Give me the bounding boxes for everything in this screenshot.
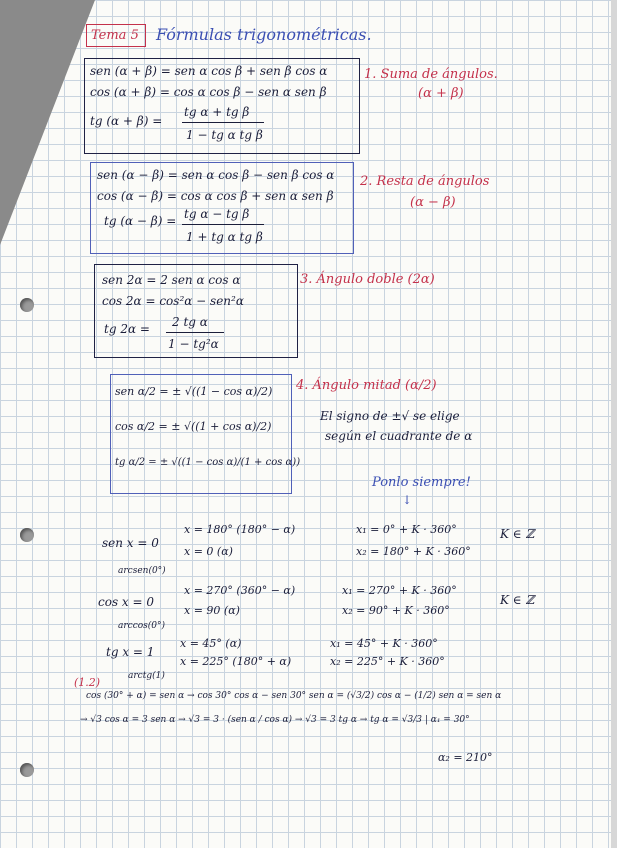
exercise-line-2: → √3 cos α = 3 sen α → √3 = 3 · (sen α / cos α) → √3 = 3 tg α → tg α = √3/3 | α₁ = 30° <box>80 715 470 725</box>
formula-cos-doble: cos 2α = cos²α − sen²α <box>102 294 244 308</box>
formula-tg-resta-den: 1 + tg α tg β <box>186 230 263 244</box>
formula-sen-suma: sen (α + β) = sen α cos β + sen β cos α <box>90 64 328 78</box>
eq-tg-sol-1: x₁ = 45° + K · 360° <box>330 637 438 650</box>
subheading-suma: (α + β) <box>418 86 464 101</box>
eq-cos-inverse: arccos(0°) <box>118 621 166 631</box>
eq-sen-lhs: sen x = 0 <box>102 536 159 550</box>
formula-tg-doble-den: 1 − tg²α <box>168 337 219 351</box>
formula-cos-resta: cos (α − β) = cos α cos β + sen α sen β <box>97 189 334 203</box>
arrow-down-icon: ↓ <box>402 493 413 507</box>
fraction-bar <box>182 224 264 225</box>
fraction-bar <box>166 332 224 333</box>
eq-cos-k: K ∈ ℤ <box>500 593 535 607</box>
heading-suma: 1. Suma de ángulos. <box>364 67 498 82</box>
formula-cos-suma: cos (α + β) = cos α cos β − sen α sen β <box>90 85 327 99</box>
eq-tg-branch-2: x = 225° (180° + α) <box>180 655 292 668</box>
eq-tg-lhs: tg x = 1 <box>106 645 155 659</box>
page-title: Fórmulas trigonométricas. <box>156 25 372 44</box>
folded-corner-shadow <box>0 0 95 245</box>
formula-tg-resta-lhs: tg (α − β) = <box>104 214 177 228</box>
eq-cos-lhs: cos x = 0 <box>98 595 155 609</box>
formula-tg-suma-num: tg α + tg β <box>184 105 250 119</box>
punch-hole <box>20 528 34 542</box>
punch-hole <box>20 763 34 777</box>
note-signo: El signo de ±√ se elige <box>320 409 460 423</box>
eq-tg-branch-1: x = 45° (α) <box>180 637 242 650</box>
formula-sen-resta: sen (α − β) = sen α cos β − sen β cos α <box>97 168 335 182</box>
formula-tg-doble-num: 2 tg α <box>172 315 208 329</box>
reminder-note: Ponlo siempre! <box>372 475 471 490</box>
formula-tg-suma-lhs: tg (α + β) = <box>90 114 163 128</box>
page-edge <box>611 0 617 848</box>
formula-sen-mitad: sen α/2 = ± √((1 − cos α)/2) <box>115 385 273 398</box>
eq-sen-branch-2: x = 0 (α) <box>184 545 233 558</box>
exercise-line-1: cos (30° + α) = sen α → cos 30° cos α − sen 30° sen α = (√3/2) cos α − (1/2) sen α = sen α <box>86 691 502 701</box>
formula-tg-suma-den: 1 − tg α tg β <box>186 128 263 142</box>
subheading-resta: (α − β) <box>410 195 456 210</box>
eq-tg-sol-2: x₂ = 225° + K · 360° <box>330 655 445 668</box>
punch-hole <box>20 298 34 312</box>
heading-resta: 2. Resta de ángulos <box>360 174 490 189</box>
fraction-bar <box>182 122 264 123</box>
eq-tg-inverse: arctg(1) <box>128 671 165 681</box>
formula-tg-mitad: tg α/2 = ± √((1 − cos α)/(1 + cos α)) <box>115 457 301 468</box>
eq-sen-sol-1: x₁ = 0° + K · 360° <box>356 523 457 536</box>
eq-cos-branch-2: x = 90 (α) <box>184 604 240 617</box>
eq-sen-inverse: arcsen(0°) <box>118 566 166 576</box>
heading-doble: 3. Ángulo doble (2α) <box>300 272 435 287</box>
eq-cos-branch-1: x = 270° (360° − α) <box>184 584 296 597</box>
formula-sen-doble: sen 2α = 2 sen α cos α <box>102 273 241 287</box>
note-cuadrante: según el cuadrante de α <box>325 429 473 443</box>
eq-cos-sol-1: x₁ = 270° + K · 360° <box>342 584 457 597</box>
formula-tg-resta-num: tg α − tg β <box>184 207 250 221</box>
eq-cos-sol-2: x₂ = 90° + K · 360° <box>342 604 450 617</box>
eq-sen-sol-2: x₂ = 180° + K · 360° <box>356 545 471 558</box>
tema-label: Tema 5 <box>91 28 139 43</box>
formula-cos-mitad: cos α/2 = ± √((1 + cos α)/2) <box>115 420 272 433</box>
heading-mitad: 4. Ángulo mitad (α/2) <box>296 378 437 393</box>
exercise-line-3: α₂ = 210° <box>438 751 493 764</box>
eq-sen-branch-1: x = 180° (180° − α) <box>184 523 296 536</box>
eq-sen-k: K ∈ ℤ <box>500 527 535 541</box>
exercise-label: (1.2) <box>74 676 101 689</box>
formula-tg-doble-lhs: tg 2α = <box>104 322 150 336</box>
